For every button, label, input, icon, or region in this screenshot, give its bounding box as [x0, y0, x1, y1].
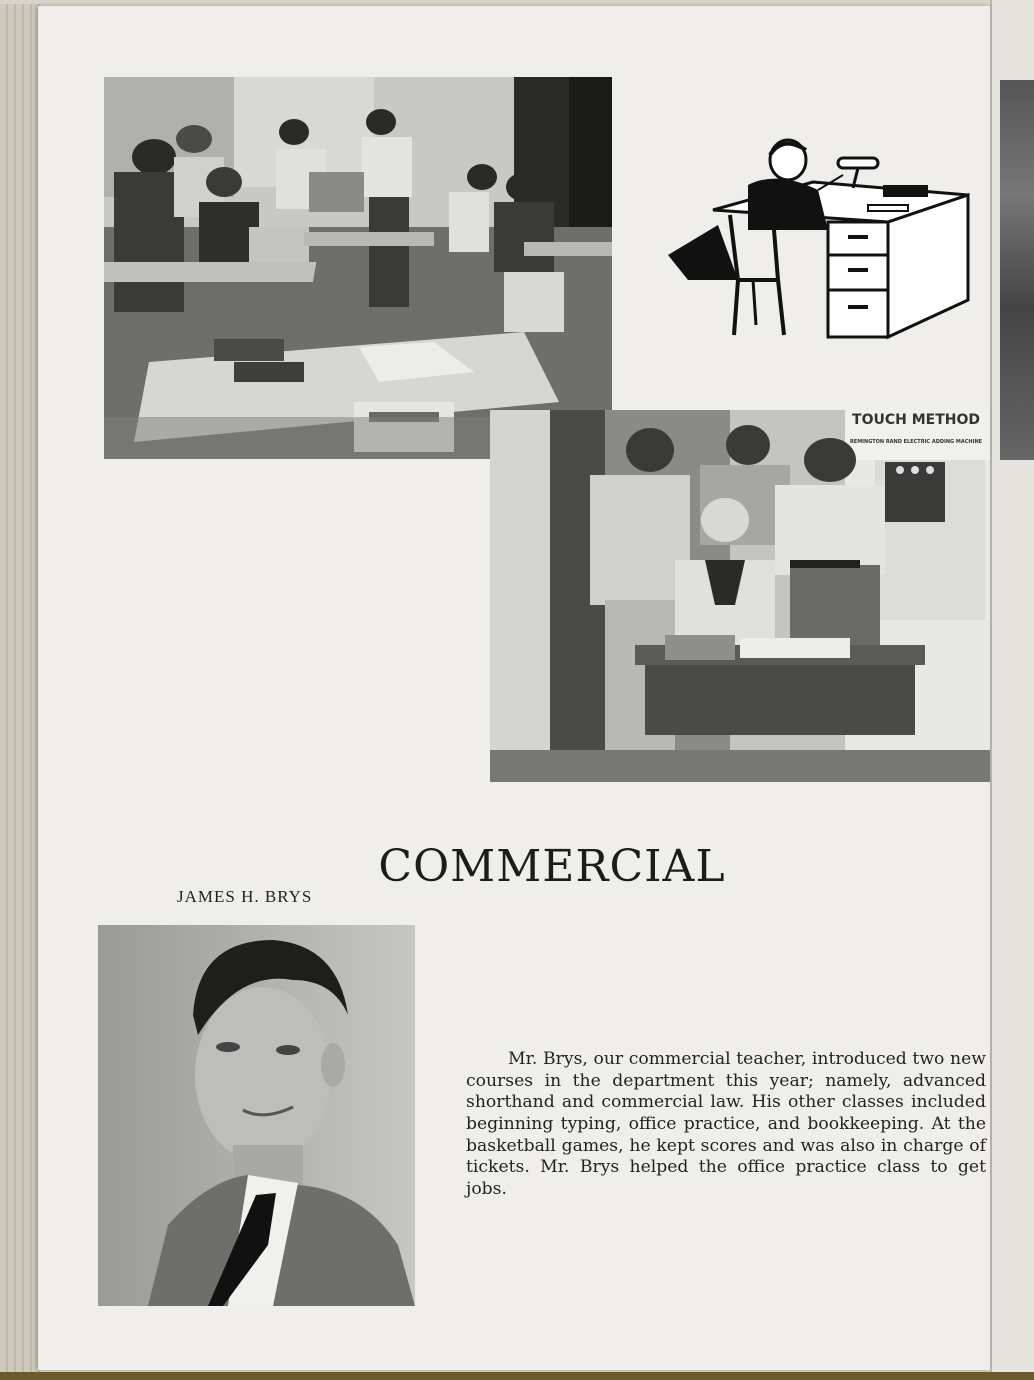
teacher-bio: Mr. Brys, our commercial teacher, introduced two new courses in the department this year; namely, advanced shorthand and commercial law. His other classes included beginning typing, office practice, and bookkeeping. At the basketball games, he kept scores and was also in charge of tickets. Mr. Brys helped the office practice class to get jobs.: [466, 1049, 986, 1199]
book-spine-bottom: [0, 1372, 1034, 1380]
sign-subtitle: REMINGTON RAND ELECTRIC ADDING MACHINE: [849, 439, 983, 445]
teacher-portrait: [98, 925, 415, 1306]
typing-class-photo: [490, 410, 990, 782]
section-title: COMMERCIAL: [378, 841, 726, 893]
classroom-photo: [104, 77, 612, 459]
teacher-name: JAMES H. BRYS: [177, 887, 313, 906]
desk-illustration: [668, 130, 973, 340]
sign-title: TOUCH METHOD: [852, 412, 980, 428]
facing-page-photo-fragment: [1000, 80, 1034, 460]
page-stack-edges: [0, 4, 40, 1374]
